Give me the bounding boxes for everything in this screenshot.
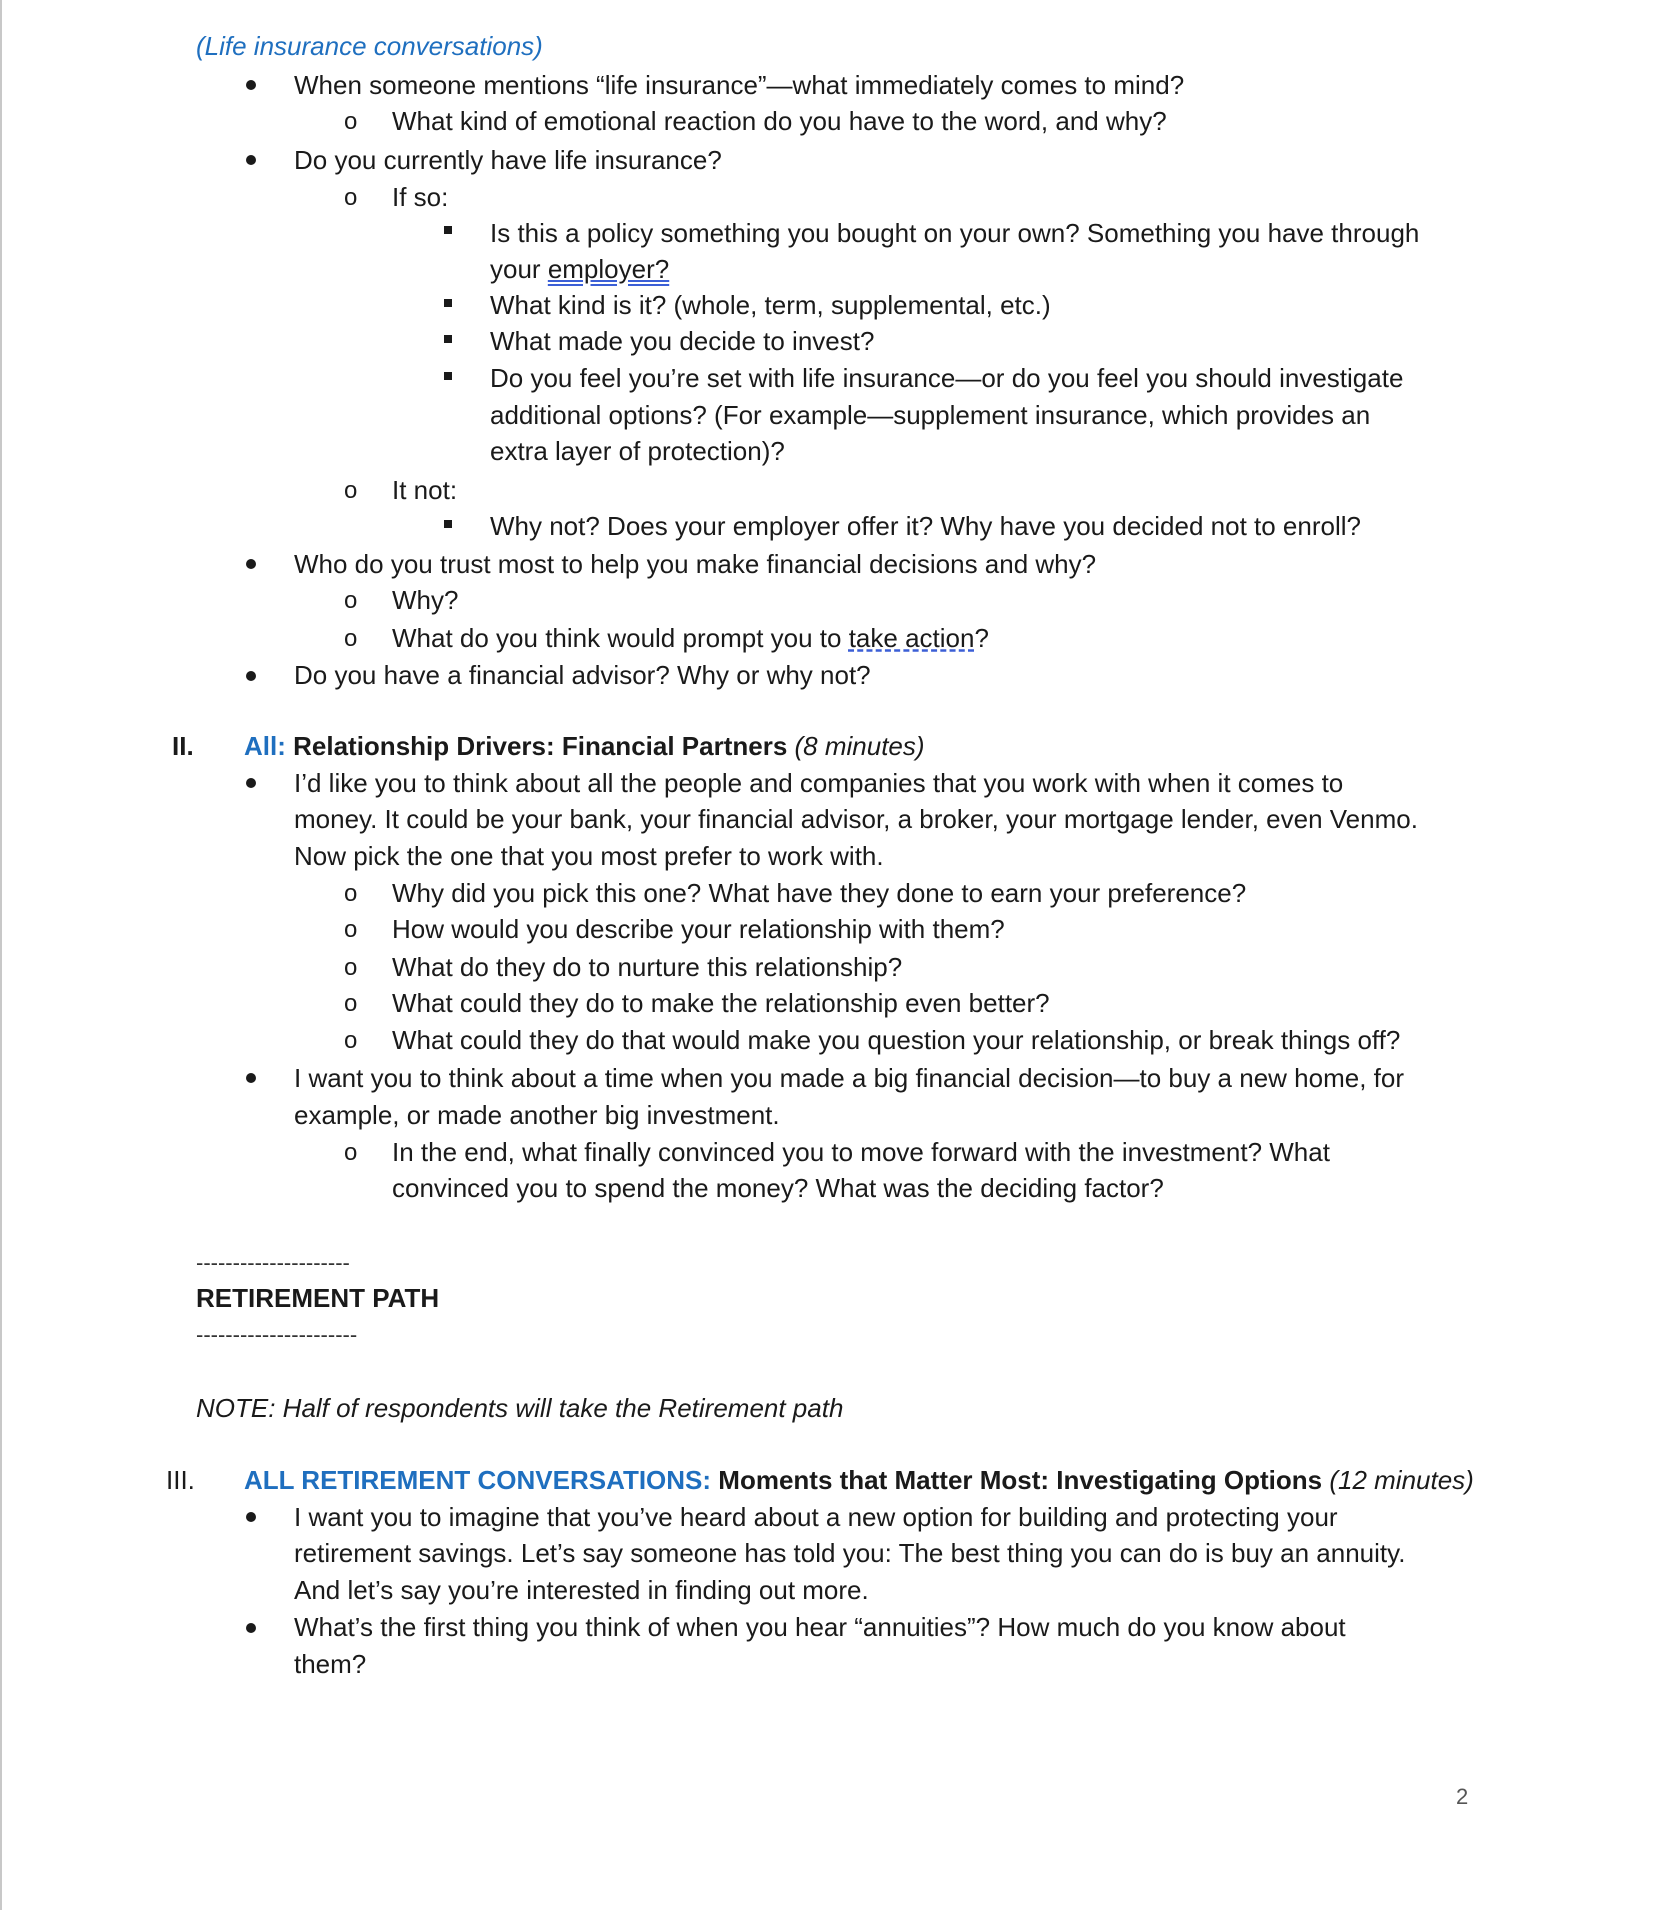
list-item-continuation: Now pick the one that you most prefer to work with. xyxy=(294,841,884,871)
list-item: I want you to think about a time when you made a big financial decision—to buy a new home, for xyxy=(294,1063,1404,1093)
list-item: Do you have a financial advisor? Why or why not? xyxy=(294,660,871,690)
list-item-continuation: additional options? (For example—supplement insurance, which provides an xyxy=(490,400,1371,430)
list-item: I’d like you to think about all the people and companies that you work with when it comes to xyxy=(294,768,1344,798)
bullet-circle: o xyxy=(344,184,358,211)
bullet-dot xyxy=(246,559,256,569)
list-item: What’s the first thing you think of when you hear “annuities”? How much do you know about xyxy=(294,1612,1346,1642)
list-item: What kind is it? (whole, term, supplemental, etc.) xyxy=(490,290,1051,320)
bullet-dot xyxy=(246,1512,256,1522)
bullet-dot xyxy=(246,80,256,90)
bullet-circle: o xyxy=(344,1027,358,1054)
bullet-dot xyxy=(246,778,256,788)
bullet-circle: o xyxy=(344,990,358,1017)
list-item: What could they do to make the relationship even better? xyxy=(392,988,1050,1018)
list-item: Who do you trust most to help you make financial decisions and why? xyxy=(294,549,1097,579)
divider-dashes-bottom: ---------------------- xyxy=(196,1322,358,1347)
bullet-circle: o xyxy=(344,916,358,943)
grammar-underlined-phrase[interactable]: take action xyxy=(848,623,975,653)
heading-duration: (12 minutes) xyxy=(1329,1465,1474,1495)
list-item: What kind of emotional reaction do you have to the word, and why? xyxy=(392,106,1167,136)
text-span: ? xyxy=(974,623,989,653)
list-item-continuation: extra layer of protection)? xyxy=(490,436,785,466)
bullet-dot xyxy=(246,155,256,165)
list-item: What do they do to nurture this relationship? xyxy=(392,952,903,982)
bullet-circle: o xyxy=(344,587,358,614)
bullet-square xyxy=(444,335,452,343)
section-numeral: III. xyxy=(166,1465,195,1495)
list-item: I want you to imagine that you’ve heard about a new option for building and protecting your xyxy=(294,1502,1338,1532)
bullet-circle: o xyxy=(344,954,358,981)
heading-title: Moments that Matter Most: Investigating Options xyxy=(718,1465,1323,1495)
text-span: What do you think would prompt you to xyxy=(392,623,842,653)
spellcheck-underlined-word[interactable]: employer? xyxy=(547,254,670,284)
page-left-edge xyxy=(0,0,2,1910)
list-item: When someone mentions “life insurance”—what immediately comes to mind? xyxy=(294,70,1185,100)
bullet-square xyxy=(444,299,452,307)
bullet-square xyxy=(444,520,452,528)
heading-audience: ALL RETIREMENT CONVERSATIONS: xyxy=(244,1465,712,1495)
list-item-continuation xyxy=(490,251,669,287)
bullet-circle: o xyxy=(344,477,358,504)
bullet-circle: o xyxy=(344,880,358,907)
bullet-dot xyxy=(246,1623,256,1633)
list-item: Why not? Does your employer offer it? Why have you decided not to enroll? xyxy=(490,511,1361,541)
list-item-continuation: money. It could be your bank, your financial advisor, a broker, your mortgage lender, even Venmo. xyxy=(294,804,1418,834)
list-item: Why? xyxy=(392,585,459,615)
list-item xyxy=(392,620,989,656)
bullet-square xyxy=(444,226,452,234)
bullet-circle: o xyxy=(344,625,358,652)
list-item: Why did you pick this one? What have they done to earn your preference? xyxy=(392,878,1247,908)
list-item: How would you describe your relationship with them? xyxy=(392,914,1005,944)
page-number: 2 xyxy=(1456,1784,1469,1809)
section-heading xyxy=(244,1462,1474,1498)
list-item-continuation: retirement savings. Let’s say someone has told you: The best thing you can do is buy an annuity. xyxy=(294,1538,1406,1568)
list-item-continuation: convinced you to spend the money? What was the deciding factor? xyxy=(392,1173,1164,1203)
list-item: What could they do that would make you question your relationship, or break things off? xyxy=(392,1025,1401,1055)
list-item: Do you feel you’re set with life insurance—or do you feel you should investigate xyxy=(490,363,1404,393)
retirement-path-heading: RETIREMENT PATH xyxy=(196,1283,440,1313)
bullet-dot xyxy=(246,1073,256,1083)
list-item: If so: xyxy=(392,182,449,212)
heading-audience: All: xyxy=(244,731,286,761)
section-heading xyxy=(244,728,925,764)
section-label-life-insurance: (Life insurance conversations) xyxy=(196,31,543,61)
heading-title: Relationship Drivers: Financial Partners xyxy=(293,731,788,761)
list-item-continuation: them? xyxy=(294,1649,367,1679)
list-item: Do you currently have life insurance? xyxy=(294,145,722,175)
bullet-square xyxy=(444,372,452,380)
list-item-continuation: And let’s say you’re interested in finding out more. xyxy=(294,1575,869,1605)
heading-duration: (8 minutes) xyxy=(794,731,925,761)
divider-dashes-top: --------------------- xyxy=(196,1250,350,1275)
note-text: NOTE: Half of respondents will take the Retirement path xyxy=(196,1393,844,1423)
list-item: It not: xyxy=(392,475,458,505)
list-item: Is this a policy something you bought on your own? Something you have through xyxy=(490,218,1420,248)
section-numeral: II. xyxy=(172,731,194,761)
list-item: What made you decide to invest? xyxy=(490,326,875,356)
bullet-circle: o xyxy=(344,1139,358,1166)
bullet-circle: o xyxy=(344,108,358,135)
text-span: your xyxy=(490,254,541,284)
bullet-dot xyxy=(246,671,256,681)
list-item: In the end, what finally convinced you to move forward with the investment? What xyxy=(392,1137,1330,1167)
list-item-continuation: example, or made another big investment. xyxy=(294,1100,780,1130)
